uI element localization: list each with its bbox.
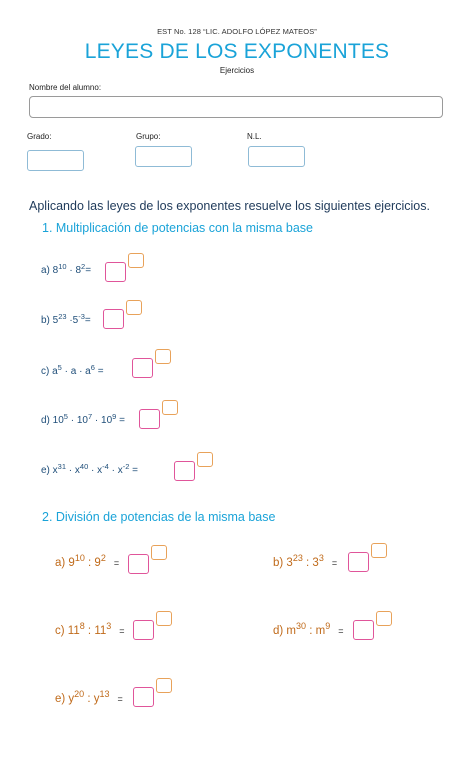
exercise-2d: d) $m^{30}$ : $m^9$ =: [273, 621, 344, 637]
answer-1c-exponent[interactable]: [155, 349, 171, 364]
answer-2d-base[interactable]: [353, 620, 374, 640]
instructions: Aplicando las leyes de los exponentes resuelve los siguientes ejercicios.: [29, 199, 430, 213]
nl-field[interactable]: [248, 146, 305, 167]
answer-2a-base[interactable]: [128, 554, 149, 574]
answer-1d-exponent[interactable]: [162, 400, 178, 415]
page-title: LEYES DE LOS EXPONENTES: [84, 40, 390, 63]
answer-1e-base[interactable]: [174, 461, 195, 481]
name-label: Nombre del alumno:: [29, 83, 102, 92]
exercise-1d: d) $10^5 \cdot 10^7 \cdot 10^9$ =: [41, 412, 125, 426]
grupo-field[interactable]: [135, 146, 192, 167]
school-name: EST No. 128 “LIC. ADOLFO LÓPEZ MATEOS”: [157, 27, 317, 36]
answer-1c-base[interactable]: [132, 358, 153, 378]
exercise-1b: b) $5^{23} \cdot 5^{-3}=$: [41, 312, 91, 326]
answer-1d-base[interactable]: [139, 409, 160, 429]
answer-1a-base[interactable]: [105, 262, 126, 282]
answer-2c-base[interactable]: [133, 620, 154, 640]
page-subtitle: Ejercicios: [219, 66, 255, 75]
answer-1e-exponent[interactable]: [197, 452, 213, 467]
answer-2e-exponent[interactable]: [156, 678, 172, 693]
answer-1b-exponent[interactable]: [126, 300, 142, 315]
exercise-1c: c) $a^5 \cdot a \cdot a^6$ =: [41, 363, 104, 377]
section1-title: 1. Multiplicación de potencias con la misma base: [42, 221, 313, 235]
exercise-2b: b) $3^{23}$ : $3^3$ =: [273, 553, 338, 569]
student-name-field[interactable]: [29, 96, 443, 118]
exercise-2c: c) $11^8$ : $11^3$ =: [55, 621, 125, 637]
exercise-2a: a) $9^{10}$ : $9^2$ =: [55, 553, 120, 569]
section2-title: 2. División de potencias de la misma base: [42, 510, 276, 524]
grado-label: Grado:: [27, 132, 52, 141]
answer-2d-exponent[interactable]: [376, 611, 392, 626]
grado-field[interactable]: [27, 150, 84, 171]
answer-2e-base[interactable]: [133, 687, 154, 707]
answer-2b-base[interactable]: [348, 552, 369, 572]
answer-2b-exponent[interactable]: [371, 543, 387, 558]
exercise-1e: e) $x^{31} \cdot x^{40} \cdot x^{-4} \cdot x^{-2}$ =: [41, 462, 138, 476]
answer-1b-base[interactable]: [103, 309, 124, 329]
exercise-1a: a) $8^{10} \cdot 8^2=$: [41, 262, 92, 276]
exercise-2e: e) $y^{20}$ : $y^{13}$ =: [55, 689, 123, 705]
answer-2c-exponent[interactable]: [156, 611, 172, 626]
answer-2a-exponent[interactable]: [151, 545, 167, 560]
answer-1a-exponent[interactable]: [128, 253, 144, 268]
grupo-label: Grupo:: [136, 132, 161, 141]
nl-label: N.L.: [247, 132, 262, 141]
